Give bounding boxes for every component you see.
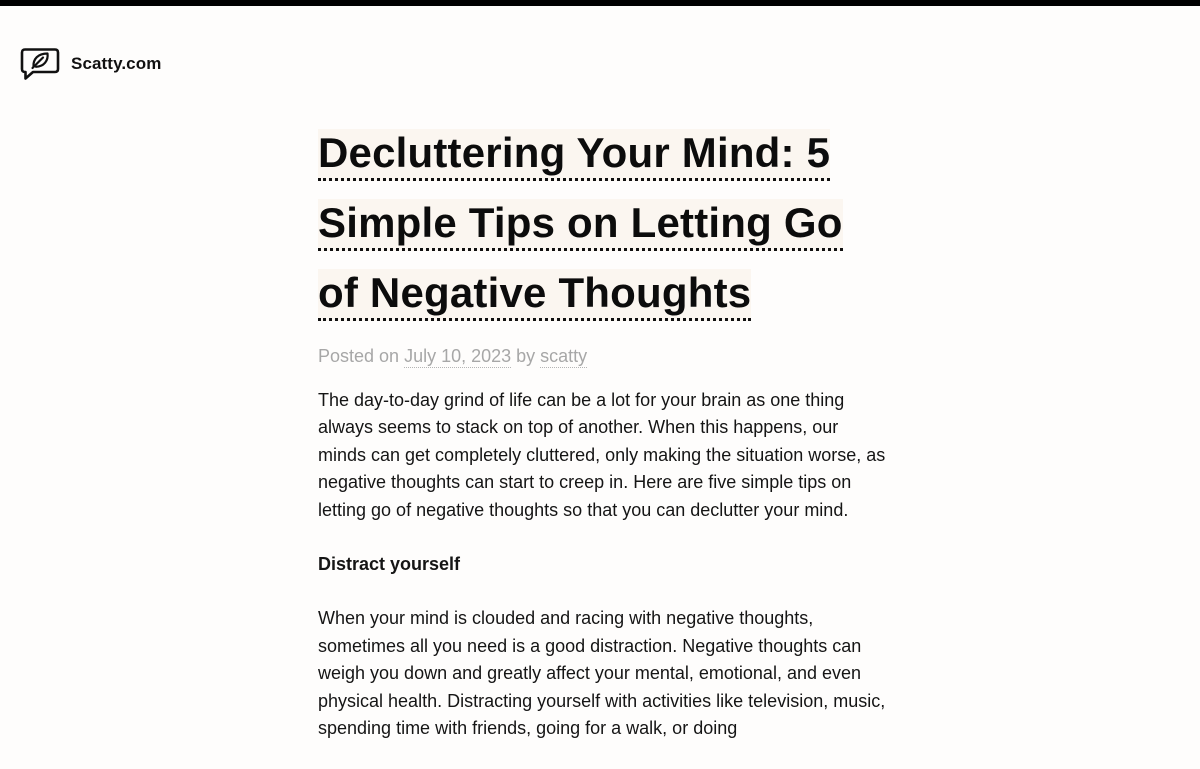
site-home-link[interactable] bbox=[20, 47, 161, 81]
section-heading: Distract yourself bbox=[318, 554, 461, 575]
section-paragraph: When your mind is clouded and racing with negative thoughts, sometimes all you need is a good distraction. Negative thoughts can weigh you down and greatly affect your mental, emotional, and even physical health. Distracting yourself with activities like television, music, spending time with friends, going for a walk, or doing bbox=[318, 608, 886, 739]
post-content bbox=[318, 387, 888, 742]
post-title bbox=[318, 118, 878, 328]
post-article bbox=[318, 118, 888, 769]
post-author-link[interactable]: scatty bbox=[540, 346, 588, 366]
intro-paragraph: The day-to-day grind of life can be a lot for your brain as one thing always seems to stack on top of another. When this happens, our minds can get completely cluttered, only making the situation worse, as negative thoughts can start to creep in. Here are five simple tips on letting go of negative thoughts so that you can declutter your mind. bbox=[318, 390, 886, 520]
posted-on-label: Posted on bbox=[318, 346, 405, 366]
by-label: by bbox=[511, 346, 541, 366]
site-title: Scatty.com bbox=[71, 54, 162, 73]
post-meta bbox=[318, 346, 888, 367]
speech-bubble-leaf-icon bbox=[20, 47, 60, 81]
post-date-link[interactable]: July 10, 2023 bbox=[404, 346, 512, 366]
post-title-link[interactable]: Decluttering Your Mind: 5 Simple Tips on Letting Go of Negative Thoughts bbox=[318, 129, 843, 321]
top-bar bbox=[0, 0, 1200, 6]
